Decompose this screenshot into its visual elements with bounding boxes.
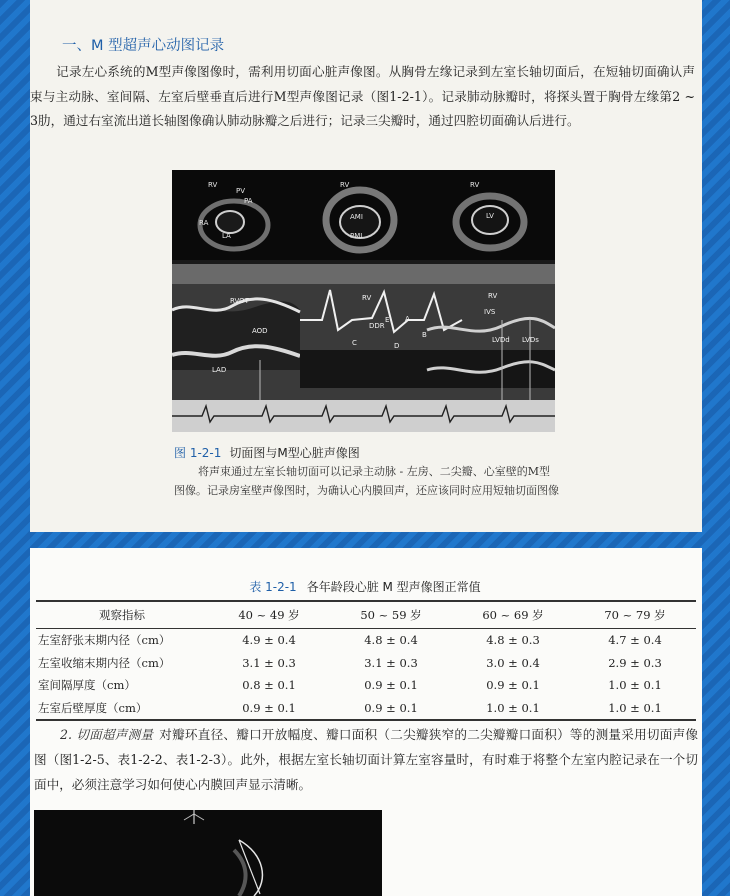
mmode-strip xyxy=(172,264,555,432)
echo-label: RV xyxy=(340,181,350,189)
table-title-text: 各年龄段心脏 M 型声像图正常值 xyxy=(306,580,481,594)
figure-caption-text: 将声束通过左室长轴切面可以记录主动脉 - 左房、二尖瓣、心室壁的M型图像。记录房室壁声像图时，为确认心内膜回声，还应该同时应用短轴切面图像 xyxy=(174,465,559,497)
echo-label: PMI xyxy=(350,232,363,240)
table-title xyxy=(0,578,730,595)
section-title: 一、M 型超声心动图记录 xyxy=(62,38,225,54)
table-row xyxy=(36,652,696,675)
echo-label: RV xyxy=(470,181,480,189)
table-cell: 4.8 ± 0.3 xyxy=(486,633,540,648)
table-cell: 4.8 ± 0.4 xyxy=(364,633,418,648)
paragraph-1-text: 记录左心系统的M型声像图像时，需利用切面心脏声像图。从胸骨左缘记录到左室长轴切面后，在短轴切面确认声束与主动脉、室间隔、左室后壁垂直后进行M型声像图记录（图1-2-1）。记录肺动脉瓣时，将探头置于胸骨左缘第2 ~ 3肋，通过右室流出道长轴图像确认肺动脉瓣之后进行；记录三尖瓣时，通过四腔切面确认后进行。 xyxy=(30,64,695,128)
mmode-label: A xyxy=(405,315,410,323)
mmode-label: IVS xyxy=(484,308,496,316)
paragraph-2-lead: 2. 切面超声测量 xyxy=(60,727,154,742)
mmode-label: B xyxy=(422,331,427,339)
table-header-cell: 观察指标 xyxy=(36,601,208,629)
mmode-label: LAD xyxy=(212,366,227,374)
table-cell: 左室收缩末期内径（cm） xyxy=(38,655,171,670)
table-cell: 4.9 ± 0.4 xyxy=(242,633,296,648)
bottom-echo-image xyxy=(34,810,382,896)
mmode-label: C xyxy=(352,339,357,347)
table-row xyxy=(36,674,696,697)
table-cell: 1.0 ± 0.1 xyxy=(452,697,574,721)
echo-label: AMI xyxy=(350,213,363,221)
mmode-label: RV xyxy=(488,292,498,300)
mmode-label: RVOT xyxy=(230,297,249,305)
table-cell: 3.0 ± 0.4 xyxy=(486,655,540,670)
table-cell: 3.1 ± 0.3 xyxy=(364,655,418,670)
mmode-label: D xyxy=(394,342,400,350)
echo-label: PV xyxy=(236,187,246,195)
echo-figure xyxy=(172,170,555,432)
echo-label: PA xyxy=(244,197,253,205)
table-cell: 0.9 ± 0.1 xyxy=(330,697,452,721)
table-number: 表 1-2-1 xyxy=(249,580,297,594)
mmode-label: DDR xyxy=(369,322,385,330)
table-cell: 1.0 ± 0.1 xyxy=(608,678,662,693)
bottom-echo-graphic xyxy=(34,810,382,896)
mmode-label: AOD xyxy=(252,327,268,335)
paragraph-1 xyxy=(30,60,695,134)
table-cell: 1.0 ± 0.1 xyxy=(574,697,696,721)
mmode-label: RV xyxy=(362,294,372,302)
table-cell: 2.9 ± 0.3 xyxy=(608,655,662,670)
figure-caption-title xyxy=(174,444,360,461)
mmode-label: LVDs xyxy=(522,336,539,344)
table-row xyxy=(36,697,696,721)
table-cell: 4.7 ± 0.4 xyxy=(608,633,662,648)
table-cell: 0.9 ± 0.1 xyxy=(486,678,540,693)
normal-values-table xyxy=(36,600,696,721)
mmode-label: E xyxy=(385,316,390,324)
table-header-cell: 50 ~ 59 岁 xyxy=(330,601,452,629)
paragraph-2-text: 对瓣环直径、瓣口开放幅度、瓣口面积（二尖瓣狭窄的二尖瓣瓣口面积）等的测量采用切面声像图（图1-2-5、表1-2-2、表1-2-3）。此外，根据左室长轴切面计算左室容量时，有时难于将整个左室内腔记录在一个切面中，必须注意学习如何使心内膜回声显示清晰。 xyxy=(34,727,698,792)
table-cell: 0.9 ± 0.1 xyxy=(208,697,330,721)
table-cell: 0.9 ± 0.1 xyxy=(364,678,418,693)
table-cell: 左室舒张末期内径（cm） xyxy=(38,633,171,648)
table-cell: 室间隔厚度（cm） xyxy=(38,678,136,693)
paragraph-2 xyxy=(34,722,698,797)
mmode-label: LVDd xyxy=(492,336,510,344)
echo-label: RV xyxy=(208,181,218,189)
figure-number: 图 1-2-1 xyxy=(174,446,222,460)
table-row xyxy=(36,629,696,652)
echo-label: RA xyxy=(199,219,209,227)
echo-label: LA xyxy=(222,232,231,240)
table-header-row xyxy=(36,601,696,629)
figure-caption-body xyxy=(174,462,559,500)
table-header-cell: 70 ~ 79 岁 xyxy=(574,601,696,629)
table-header-cell: 60 ~ 69 岁 xyxy=(452,601,574,629)
echo-figure-graphic xyxy=(172,170,555,432)
table-cell: 3.1 ± 0.3 xyxy=(242,655,296,670)
echo-label: LV xyxy=(486,212,494,220)
table-header-cell: 40 ~ 49 岁 xyxy=(208,601,330,629)
table-cell: 0.8 ± 0.1 xyxy=(242,678,296,693)
figure-title: 切面图与M型心脏声像图 xyxy=(229,446,360,460)
table-cell: 左室后壁厚度（cm） xyxy=(36,697,208,721)
